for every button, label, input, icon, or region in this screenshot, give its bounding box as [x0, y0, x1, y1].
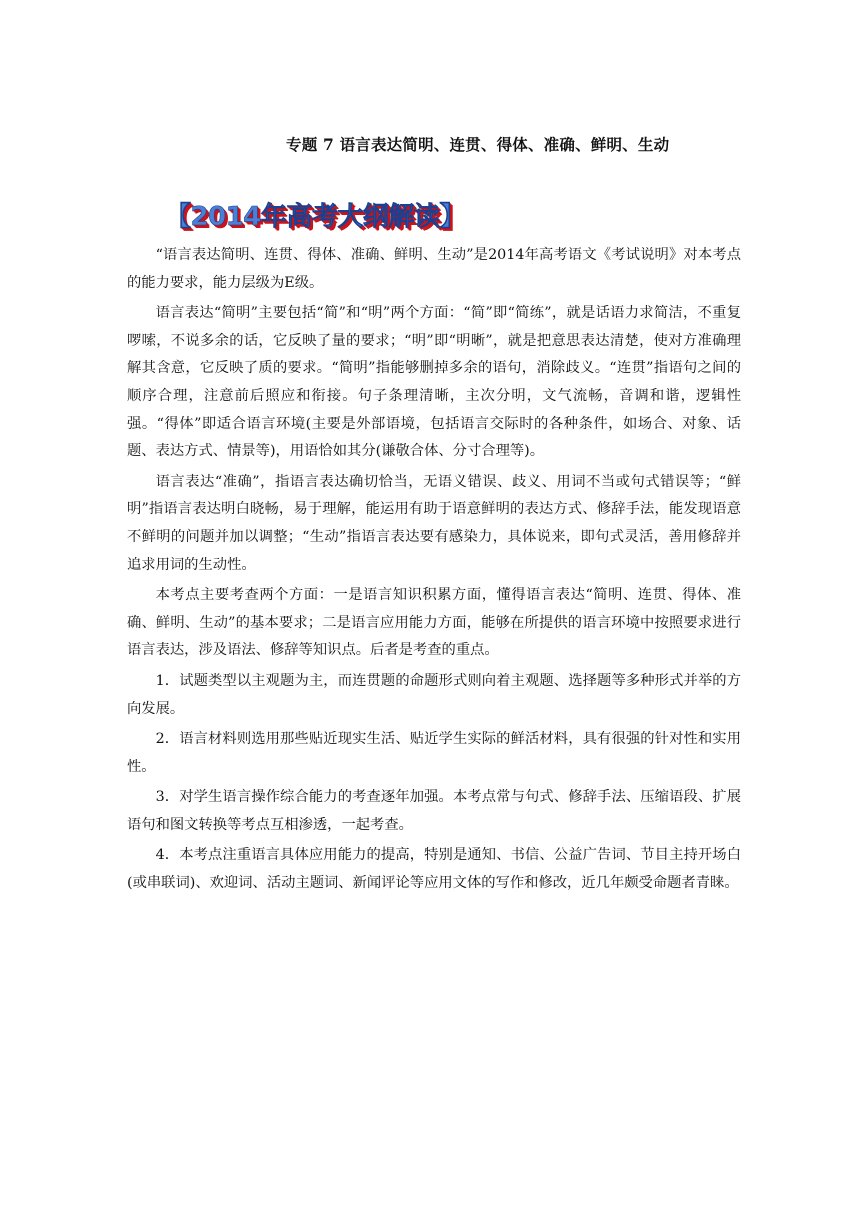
document-title: 专题 7 语言表达简明、连贯、得体、准确、鲜明、生动 [286, 135, 670, 154]
paragraph-accurate-vivid: 语言表达“准确”，指语言表达确切恰当，无语义错误、歧义、用词不当或句式错误等；“鲜明”指语言表达明白晓畅，易于理解，能运用有助于语意鲜明的表达方式、修辞手法，能发现语意不鲜明的问题并加以调整；“生动”指语言表达要有感染力，具体说来，即句式灵活，善用修辞并追求用词的生动性。 [127, 473, 741, 573]
document-body [127, 242, 741, 901]
paragraph-point-2: 2．语言材料则选用那些贴近现实生活、贴近学生实际的鲜活材料，具有很强的针对性和实用性。 [127, 731, 741, 775]
paragraph-point-4: 4．本考点注重语言具体应用能力的提高，特别是通知、书信、公益广告词、节目主持开场白(或串联词)、欢迎词、活动主题词、新闻评论等应用文体的写作和修改，近几年颇受命题者青睐。 [127, 847, 741, 892]
paragraph-exam-focus: 本考点主要考查两个方面：一是语言知识积累方面，懂得语言表达“简明、连贯、得体、准确、鲜明、生动”的基本要求；二是语言应用能力方面，能够在所提供的语言环境中按照要求进行语言表达，涉及语法、修辞等知识点。后者是考查的重点。 [127, 587, 741, 659]
paragraph-intro: “语言表达简明、连贯、得体、准确、鲜明、生动”是2014年高考语文《考试说明》对本考点的能力要求，能力层级为E级。 [127, 247, 741, 291]
paragraph-point-1: 1．试题类型以主观题为主，而连贯题的命题形式则向着主观题、选择题等多种形式并举的方向发展。 [127, 672, 741, 717]
paragraph-point-3: 3．对学生语言操作综合能力的考查逐年加强。本考点常与句式、修辞手法、压缩语段、扩展语句和图文转换等考点互相渗透，一起考查。 [127, 789, 741, 833]
paragraph-concise-coherent-appropriate: 语言表达“简明”主要包括“简”和“明”两个方面：“简”即“简练”，就是话语力求简洁，不重复啰嗦，不说多余的话，它反映了量的要求；“明”即“明晰”，就是把意思表达清楚，使对方准确理解其含意，它反映了质的要求。“简明”指能够删掉多余的语句，消除歧义。“连贯”指语句之间的顺序合理，注意前后照应和衔接。句子条理清晰，主次分明，文气流畅，音调和谐，逻辑性强。“得体”即适合语言环境(主要是外部语境，包括语言交际时的各种条件，如场合、对象、话题、表达方式、情景等)，用语恰如其分(谦敬合体、分寸合理等)。 [127, 305, 741, 460]
section-heading-banner: 【2014年高考大纲解读】 [165, 202, 465, 232]
